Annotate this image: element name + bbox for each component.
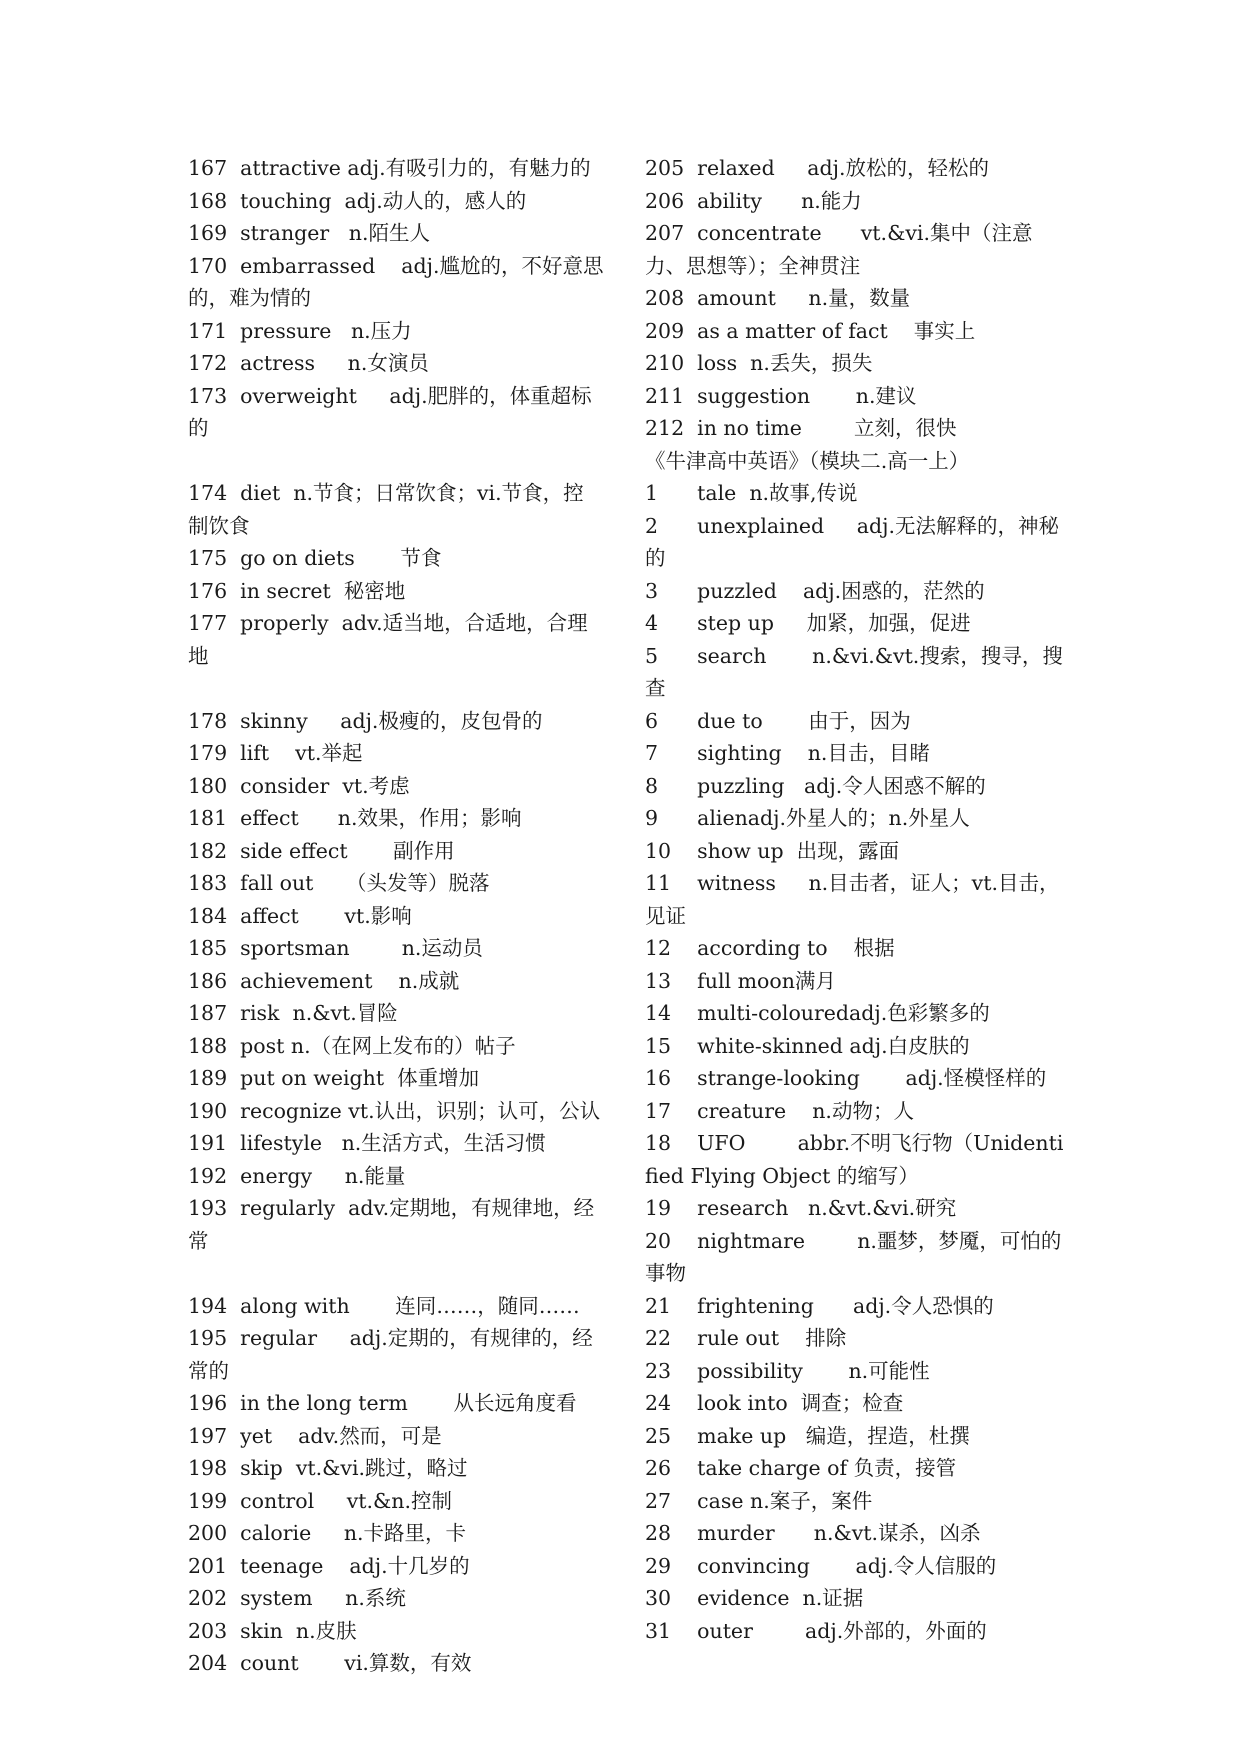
vocab-entry-left: 197 yet adv.然而，可是 [188,1423,442,1448]
vocab-entry-left: 168 touching adj.动人的，感人的 [188,188,527,213]
vocab-entry-right: 23 possibility n.可能性 [645,1358,930,1383]
vocab-entry-right: 2 unexplained adj.无法解释的，神秘的 [645,513,1059,570]
vocab-entry-right: 8 puzzling adj.令人困惑不解的 [645,773,986,798]
vocab-entry-left: 185 sportsman n.运动员 [188,936,483,960]
vocab-entry-left: 182 side effect 副作用 [188,838,455,863]
vocab-entry-left: 195 regular adj.定期的，有规律的，经常的 [188,1326,593,1383]
vocab-entry-left: 180 consider vt.考虑 [188,773,410,798]
vocab-entry-left: 201 teenage adj.十几岁的 [188,1553,470,1578]
vocab-entry-left: 188 post n.（在网上发布的）帖子 [188,1033,516,1058]
vocab-entry-right: 31 outer adj.外部的，外面的 [645,1618,987,1643]
vocab-entry-right: 5 search n.&vi.&vt.搜索，搜寻，搜查 [645,643,1063,700]
vocab-entry-right: 25 make up 编造，捏造，杜撰 [645,1423,970,1448]
vocab-entry-right: 211 suggestion n.建议 [645,383,917,408]
vocab-entry-right: 12 according to 根据 [645,936,895,960]
vocab-entry-right: 205 relaxed adj.放松的，轻松的 [645,156,989,180]
vocab-entry-left: 173 overweight adj.肥胖的，体重超标的 [188,383,592,440]
vocab-entry-left: 189 put on weight 体重增加 [188,1066,480,1090]
vocab-entry-right: 11 witness n.目击者，证人；vt.目击，见证 [645,871,1060,928]
vocab-entry-left: 196 in the long term 从长远角度看 [188,1391,577,1415]
vocab-entry-right: 19 research n.&vt.&vi.研究 [645,1196,957,1220]
vocab-entry-right: 21 frightening adj.令人恐惧的 [645,1293,994,1318]
vocab-entry-right: 24 look into 调查；检查 [645,1391,904,1415]
vocab-entry-left: 178 skinny adj.极瘦的，皮包骨的 [188,708,543,733]
vocab-entry-left: 174 diet n.节食；日常饮食；vi.节食，控制饮食 [188,481,584,538]
vocab-entry-right: 10 show up 出现，露面 [645,838,900,863]
vocab-entry-left: 190 recognize vt.认出，识别；认可，公认 [188,1098,601,1123]
left-column [188,152,604,1680]
vocab-entry-left: 179 lift vt.举起 [188,741,363,765]
right-column [645,152,1065,1647]
vocab-entry-right: 17 creature n.动物；人 [645,1098,914,1123]
vocab-entry-left: 192 energy n.能量 [188,1163,406,1188]
vocab-entry-right: 14 multi-colouredadj.色彩繁多的 [645,1001,990,1025]
vocab-entry-left: 204 count vi.算数，有效 [188,1651,472,1675]
vocab-entry-left: 186 achievement n.成就 [188,968,460,993]
vocab-entry-left: 183 fall out （头发等）脱落 [188,871,490,895]
vocab-entry-right: 29 convincing adj.令人信服的 [645,1553,997,1578]
vocab-entry-right: 28 murder n.&vt.谋杀，凶杀 [645,1521,981,1545]
vocab-entry-right: 7 sighting n.目击，目睹 [645,741,930,765]
vocab-entry-right: 15 white-skinned adj.白皮肤的 [645,1033,970,1058]
vocab-entry-right: 18 UFO abbr.不明飞行物（Unidentified Flying Object 的缩写） [645,1131,1064,1188]
vocab-entry-right: 30 evidence n.证据 [645,1586,864,1610]
vocab-entry-right: 27 case n.案子，案件 [645,1488,873,1513]
vocab-entry-right: 212 in no time 立刻，很快 [645,416,957,440]
vocab-entry-right: 207 concentrate vt.&vi.集中（注意力、思想等）；全神贯注 [645,221,1033,278]
vocab-entry-right: 16 strange-looking adj.怪模怪样的 [645,1066,1047,1090]
vocab-entry-left: 175 go on diets 节食 [188,546,442,570]
vocab-entry-left: 187 risk n.&vt.冒险 [188,1001,398,1025]
blank-line [188,1257,604,1290]
vocab-entry-left: 194 along with 连同……，随同…… [188,1293,580,1318]
vocab-entry-left: 167 attractive adj.有吸引力的，有魅力的 [188,156,591,180]
vocab-entry-right: 4 step up 加紧，加强，促进 [645,611,971,635]
vocab-entry-left: 169 stranger n.陌生人 [188,221,430,245]
vocab-entry-left: 176 in secret 秘密地 [188,578,406,603]
vocab-entry-right: 1 tale n.故事,传说 [645,481,858,505]
vocab-entry-left: 177 properly adv.适当地，合适地，合理地 [188,611,588,668]
vocab-entry-right: 208 amount n.量，数量 [645,286,911,310]
vocab-entry-right: 210 loss n.丢失，损失 [645,351,873,375]
vocab-entry-right: 26 take charge of 负责，接管 [645,1456,957,1480]
vocab-entry-left: 203 skin n.皮肤 [188,1618,357,1643]
vocab-entry-right: 《牛津高中英语》（模块二.高一上） [645,448,970,473]
vocab-entry-left: 193 regularly adv.定期地，有规律地，经常 [188,1196,595,1253]
vocab-entry-right: 20 nightmare n.噩梦，梦魇，可怕的事物 [645,1228,1062,1285]
vocab-entry-left: 181 effect n.效果，作用；影响 [188,806,522,830]
vocab-entry-right: 206 ability n.能力 [645,188,862,213]
vocab-entry-left: 172 actress n.女演员 [188,351,429,375]
vocab-entry-left: 198 skip vt.&vi.跳过，略过 [188,1456,468,1480]
vocab-entry-right: 22 rule out 排除 [645,1326,847,1350]
vocab-entry-right: 209 as a matter of fact 事实上 [645,318,976,343]
vocab-entry-left: 170 embarrassed adj.尴尬的，不好意思的，难为情的 [188,253,604,310]
blank-line [188,672,604,705]
vocab-entry-left: 199 control vt.&n.控制 [188,1488,453,1513]
vocab-entry-right: 13 full moon满月 [645,968,836,993]
vocab-entry-right: 9 alienadj.外星人的；n.外星人 [645,806,970,830]
vocab-entry-left: 171 pressure n.压力 [188,318,412,343]
vocab-entry-left: 202 system n.系统 [188,1586,406,1610]
blank-line [188,445,604,478]
vocab-entry-left: 200 calorie n.卡路里，卡 [188,1521,467,1545]
vocab-entry-right: 3 puzzled adj.困惑的，茫然的 [645,578,985,603]
vocab-entry-left: 191 lifestyle n.生活方式，生活习惯 [188,1131,546,1155]
vocab-entry-left: 184 affect vt.影响 [188,903,412,928]
vocab-entry-right: 6 due to 由于，因为 [645,708,911,733]
